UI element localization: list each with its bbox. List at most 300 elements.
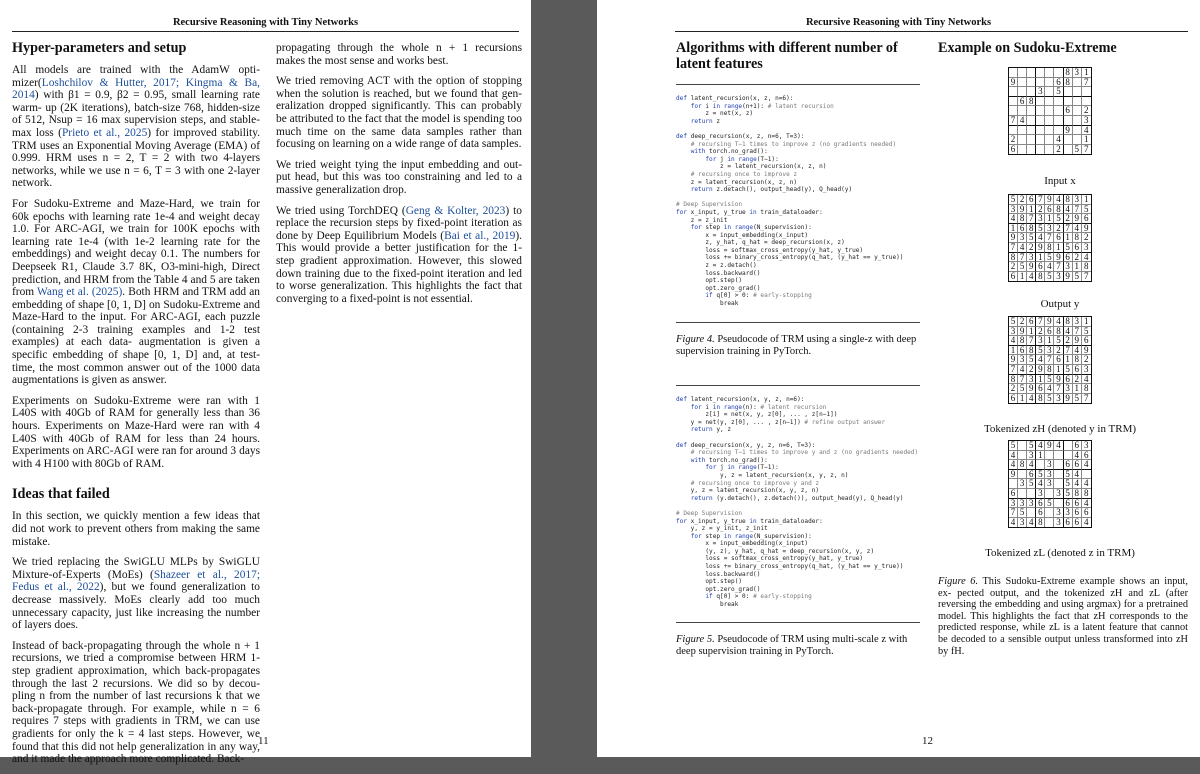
- sudoku-cell: 1: [1027, 327, 1036, 337]
- sudoku-cell: 7: [1073, 327, 1082, 337]
- sudoku-cell: [1045, 518, 1054, 528]
- sudoku-cell: 9: [1009, 78, 1018, 88]
- sudoku-cell: 2: [1018, 317, 1027, 327]
- code-line: [676, 194, 903, 202]
- sudoku-cell: 7: [1084, 270, 1089, 281]
- sudoku-cell: [1027, 135, 1036, 145]
- sudoku-cell: [1027, 126, 1036, 136]
- sudoku-cell: 1: [1054, 243, 1063, 253]
- sudoku-cell: 8: [1009, 375, 1018, 385]
- sudoku-cell: 4: [1036, 441, 1045, 451]
- algorithms-heading: Algorithms with different number of latent features: [676, 40, 898, 72]
- code-line: loss.backward(): [676, 570, 761, 578]
- code-line: for j in range(T−1):: [705, 155, 779, 163]
- code-line: z = net(x, z): [676, 110, 754, 118]
- sudoku-cell: [1027, 78, 1036, 88]
- sudoku-cell: 7: [1054, 384, 1063, 394]
- code-line: loss = softmax_cross_entropy(y_hat, y_true): [676, 246, 864, 254]
- sudoku-cell: 4: [1054, 317, 1063, 327]
- sudoku-cell: 3: [1027, 375, 1036, 385]
- sudoku-cell: 9: [1073, 214, 1082, 224]
- sudoku-cell: [1009, 97, 1018, 107]
- sudoku-cell: 1: [1027, 205, 1036, 215]
- sudoku-cell: 7: [1009, 508, 1018, 518]
- sudoku-cell: 4: [1073, 346, 1082, 356]
- sudoku-cell: 1: [1036, 253, 1045, 263]
- text-run: ) for improved stability. TRM uses an Exponential Moving Average (EMA) of 0.999. HRM uses n = 2, T = 2 with two 4-layers networks, while we use n = 6, T = 3 with one 2-layer network.: [12, 126, 261, 190]
- sudoku-cell: 1: [1018, 394, 1027, 404]
- text-run: ), but we found generalization to decrease massively. MoEs clearly add too much unnecessary capacity, just like increasing the number of layers does.: [12, 581, 260, 632]
- sudoku-cell: 2: [1073, 375, 1082, 385]
- sudoku-cell: 5: [1082, 327, 1091, 337]
- sudoku-cell: 3: [1082, 441, 1091, 451]
- page-number: 12: [922, 735, 933, 747]
- sudoku-cell: [1064, 145, 1073, 155]
- sudoku-cell: 6: [1064, 460, 1073, 470]
- sudoku-cell: 6: [1018, 224, 1027, 234]
- sudoku-cell: 8: [1027, 224, 1036, 234]
- sudoku-cell: 3: [1036, 87, 1045, 97]
- citation-link[interactable]: Bai et al., 2019: [444, 229, 516, 242]
- sudoku-cell: [1073, 116, 1082, 126]
- running-header: Recursive Reasoning with Tiny Networks: [172, 17, 359, 28]
- sudoku-cell: 4: [1009, 336, 1018, 346]
- sudoku-cell: 9: [1082, 346, 1091, 356]
- code-line: # Deep Supervision: [676, 509, 743, 517]
- code-rule: [676, 322, 920, 323]
- sudoku-cell: 8: [1018, 460, 1027, 470]
- sudoku-cell: 5: [1009, 195, 1018, 205]
- sudoku-cell: 3: [1018, 518, 1027, 528]
- code-line: for step in range(N_supervision):: [690, 224, 812, 232]
- sudoku-cell: 3: [1054, 518, 1063, 528]
- sudoku-cell: 7: [1064, 224, 1073, 234]
- sudoku-cell: 4: [1018, 243, 1027, 253]
- code-rule: [676, 622, 920, 623]
- code-line: for x_input, y_true in train_dataloader:: [676, 208, 823, 216]
- sudoku-cell: 6: [1036, 508, 1045, 518]
- sudoku-cell: 7: [1045, 233, 1054, 243]
- sudoku-cell: 2: [1027, 365, 1036, 375]
- code-line: # Deep Supervision: [676, 201, 743, 209]
- sudoku-cell: 7: [1073, 205, 1082, 215]
- text-run: Instead of back-propagating through the whole n + 1 recursions, we tried a compromise between HRM 1- step gradient approximation, which back-propagates through the last 2 recursions. We did so by decou- pling n from the number of last recursions k that we back-propagate through. For example, while n = 6 requires 7 steps with gradients in TRM, we can use gradients for only the k = 4 last steps. However, we found that this did not help generalization in any way, and it made the approach more complicated. Back-: [12, 639, 260, 766]
- sudoku-cell: 8: [1082, 384, 1091, 394]
- sudoku-cell: 6: [1054, 233, 1063, 243]
- sudoku-cell: 1: [1082, 195, 1091, 205]
- sudoku-cell: 2: [1054, 224, 1063, 234]
- paragraph: [276, 159, 522, 197]
- code-line: for step in range(N_supervision):: [690, 532, 812, 540]
- sudoku-cell: 6: [1082, 508, 1091, 518]
- sudoku-cell: [1073, 126, 1082, 136]
- sudoku-cell: 9: [1027, 262, 1036, 272]
- sudoku-cell: 7: [1018, 375, 1027, 385]
- sudoku-cell: 4: [1045, 384, 1054, 394]
- sudoku-cell: 4: [1082, 126, 1091, 136]
- paragraph: [276, 75, 522, 151]
- sudoku-cell: 8: [1036, 394, 1045, 404]
- code-line: with torch.no_grad():: [690, 148, 768, 156]
- sudoku-cell: 7: [1064, 346, 1073, 356]
- sudoku-cell: 6: [1027, 195, 1036, 205]
- text-run: ) to replace the recursion steps by fixed-point iteration as done by Deep Equilibrium Models (: [276, 204, 522, 242]
- sudoku-cell: 5: [1027, 355, 1036, 365]
- sudoku-cell: 8: [1082, 489, 1091, 499]
- sudoku-cell: [1045, 145, 1054, 155]
- sudoku-cell: [1054, 451, 1063, 461]
- code-line: z = latent_recursion(x, z, n): [676, 178, 798, 186]
- sudoku-cell: 3: [1009, 327, 1018, 337]
- sudoku-cell: 7: [1084, 392, 1089, 403]
- sudoku-cell: 3: [1027, 253, 1036, 263]
- sudoku-cell: 1: [1082, 135, 1091, 145]
- sudoku-cell: 3: [1064, 508, 1073, 518]
- sudoku-cell: [1045, 97, 1054, 107]
- sudoku-cell: [1036, 116, 1045, 126]
- sudoku-cell: 9: [1082, 224, 1091, 234]
- citation-link[interactable]: Wang et al. (2025): [37, 286, 123, 299]
- sudoku-cell: 4: [1082, 253, 1091, 263]
- sudoku-cell: 2: [1082, 233, 1091, 243]
- page-gutter: [531, 0, 597, 757]
- sudoku-cell: 1: [1036, 451, 1045, 461]
- sudoku-cell: 3: [1027, 499, 1036, 509]
- code-line: [676, 502, 918, 510]
- sudoku-cell: 8: [1073, 355, 1082, 365]
- sudoku-cell: 6: [1073, 499, 1082, 509]
- sudoku-cell: 9: [1064, 272, 1073, 282]
- sudoku-cell: 9: [1054, 375, 1063, 385]
- code-line: y, z = latent_recursion(x, y, z, n): [676, 487, 820, 495]
- sudoku-cell: 2: [1073, 253, 1082, 263]
- sudoku-cell: 9: [1036, 365, 1045, 375]
- grid-label: Tokenized zH (denoted y in TRM): [983, 423, 1137, 435]
- sudoku-cell: 3: [1054, 489, 1063, 499]
- text-run: We tried removing ACT with the option of stopping when the solution is reached, but we found that gen- eralization dropped significantly. This can probably be attributed to the fact that the model is spending too much time on the same data samples rather than focusing on learning on a wide range of data samples.: [276, 75, 522, 151]
- sudoku-cell: 3: [1073, 195, 1082, 205]
- sudoku-cell: 1: [1018, 272, 1027, 282]
- sudoku-cell: 2: [1036, 205, 1045, 215]
- sudoku-cell: 4: [1054, 195, 1063, 205]
- sudoku-cell: 3: [1073, 317, 1082, 327]
- sudoku-cell: 9: [1009, 233, 1018, 243]
- sudoku-cell: [1045, 106, 1054, 116]
- sudoku-cell: 4: [1018, 365, 1027, 375]
- code-block-single-z: [676, 95, 903, 308]
- citation-link[interactable]: Shazeer et al., 2017; Fedus et al., 2022: [12, 568, 260, 594]
- sudoku-cell: [1027, 145, 1036, 155]
- sudoku-cell: [1018, 68, 1027, 78]
- code-line: loss = softmax_cross_entropy(y_hat, y_true): [676, 555, 864, 563]
- text-run: ) with β1 = 0.9, β2 = 0.95, small learning rate warm- up (2K iterations), batch-size 768, hidden-size of 512, Nsup = 16 max supervision steps, and stable-max loss (: [12, 89, 260, 139]
- text-run: We tried using TorchDEQ (: [276, 204, 406, 217]
- code-line: for j in range(T−1):: [705, 464, 779, 472]
- figure-label: Figure 6.: [938, 576, 979, 587]
- sudoku-cell: 3: [1018, 233, 1027, 243]
- sudoku-cell: 4: [1082, 460, 1091, 470]
- code-line: return (y.detach(), z.detach()), output_head(y), Q_head(y): [690, 494, 904, 502]
- sudoku-cell: 8: [1073, 489, 1082, 499]
- code-line: if q[0] > 0: # early-stopping: [705, 593, 812, 601]
- code-line: opt.step(): [676, 578, 743, 586]
- code-line: def deep_recursion(x, z, n=6, T=3):: [676, 132, 805, 140]
- sudoku-cell: [1036, 68, 1045, 78]
- paragraph: [276, 42, 522, 67]
- sudoku-cell: 2: [1009, 135, 1018, 145]
- sudoku-cell: 6: [1064, 518, 1073, 528]
- text-run: All models are trained with the AdamW opti- mizer(: [12, 64, 260, 89]
- grid-label: Tokenized zL (denoted z in TRM): [985, 547, 1135, 559]
- figure-label: Figure 5.: [676, 634, 715, 645]
- sudoku-cell: 4: [1064, 327, 1073, 337]
- code-line: x = input_embedding(x_input): [676, 540, 809, 548]
- text-run: We tried weight tying the input embedding and out- put head, but this was too constraining and led to a massive generalization drop.: [276, 158, 522, 196]
- code-line: z = z_init: [676, 216, 728, 224]
- sudoku-cell: 4: [1027, 272, 1036, 282]
- sudoku-cell: 8: [1009, 253, 1018, 263]
- sudoku-cell: 7: [1018, 253, 1027, 263]
- sudoku-cell: [1045, 68, 1054, 78]
- sudoku-cell: 8: [1064, 78, 1073, 88]
- code-line: y = net(y, z[0], ... , z[n−1]) # refine output answer: [676, 418, 886, 426]
- sudoku-cell: 5: [1027, 479, 1036, 489]
- grid-label: Output y: [1040, 298, 1080, 310]
- code-line: for x_input, y_true in train_dataloader:: [676, 517, 823, 525]
- sudoku-cell: 3: [1036, 214, 1045, 224]
- code-line: return z.detach(), output_head(y), Q_head(y): [690, 186, 853, 194]
- sudoku-cell: 6: [1073, 243, 1082, 253]
- sudoku-cell: 1: [1064, 233, 1073, 243]
- code-line: x = input_embedding(x_input): [676, 231, 809, 239]
- sudoku-cell: 3: [1073, 68, 1082, 78]
- sudoku-cell: [1045, 508, 1054, 518]
- text-run: For Sudoku-Extreme and Maze-Hard, we train for 60k epochs with learning rate 1e-4 and weight decay 1.0. For ARC-AGI, we train for 100K epochs with learning rate 1e-4 (with 1e-2 learning rate for the embeddings) and weight decay 0.1. The numbers for Deepseek R1, Claude 3.7 8K, O3-mini-high, Direct prediction, and HRM from the Table 4 and 5 are taken from: [12, 197, 260, 299]
- header-rule: [675, 31, 1188, 32]
- code-rule: [676, 84, 920, 85]
- code-line: # recursing T−1 times to improve y and z (no gradients needed): [690, 449, 919, 457]
- code-block-multi-z: [676, 396, 918, 609]
- sudoku-cell: 3: [1045, 346, 1054, 356]
- sudoku-cell: 5: [1082, 205, 1091, 215]
- code-line: (y, z), y_hat, q_hat = deep_recursion(x, y, z): [676, 547, 875, 555]
- sudoku-cell: 5: [1064, 470, 1073, 480]
- sudoku-cell: 3: [1018, 499, 1027, 509]
- text-run: . Both HRM and TRM add an embedding of shape [0, 1, D] on Sudoku-Extreme and Maze-Hard to the input. For ARC-AGI, each puzzle (containing 2-3 training examples and 1-2 test examples) at each data- augmentation is given a specific embedding of shape [0, 1, D] and, at test-time, the most common answer out of the 1000 data augmentations is given as answer.: [12, 286, 260, 387]
- sudoku-cell: 6: [1054, 78, 1063, 88]
- sudoku-cell: 8: [1018, 214, 1027, 224]
- sudoku-cell: 9: [1054, 253, 1063, 263]
- code-line: [676, 125, 903, 133]
- sudoku-cell: 8: [1054, 327, 1063, 337]
- sudoku-cell: 1: [1009, 224, 1018, 234]
- sudoku-cell: 3: [1045, 470, 1054, 480]
- sudoku-cell: 8: [1073, 233, 1082, 243]
- caption-text: Pseudocode of TRM using multi-scale z with deep supervision training in PyTorch.: [676, 634, 908, 657]
- sudoku-cell: 4: [1064, 205, 1073, 215]
- sudoku-cell: 5: [1054, 214, 1063, 224]
- sudoku-cell: 4: [1018, 116, 1027, 126]
- code-rule: [676, 385, 920, 386]
- sudoku-cell: [1045, 78, 1054, 88]
- sudoku-cell: [1027, 116, 1036, 126]
- sudoku-cell: 2: [1027, 243, 1036, 253]
- sudoku-cell: 6: [1009, 272, 1018, 282]
- sudoku-cell: 5: [1045, 253, 1054, 263]
- sudoku-cell: [1054, 97, 1063, 107]
- sudoku-cell: [1009, 87, 1018, 97]
- section-heading: Hyper-parameters and setup: [12, 40, 187, 56]
- sudoku-cell: 2: [1054, 145, 1063, 155]
- sudoku-cell: 6: [1045, 327, 1054, 337]
- sudoku-cell: 6: [1064, 375, 1073, 385]
- sudoku-cell: 2: [1036, 327, 1045, 337]
- sudoku-cell: 3: [1036, 489, 1045, 499]
- sudoku-cell: 1: [1054, 365, 1063, 375]
- figure-label: Figure 4.: [676, 334, 715, 345]
- sudoku-cell: 8: [1045, 365, 1054, 375]
- sudoku-cell: 3: [1064, 384, 1073, 394]
- sudoku-cell: 5: [1018, 508, 1027, 518]
- figure-4-caption: [676, 334, 922, 358]
- sudoku-cell: 9: [1073, 336, 1082, 346]
- code-line: for i in range(n): # latent recursion: [690, 403, 827, 411]
- sudoku-cell: [1018, 145, 1027, 155]
- sudoku-cell: 5: [1018, 262, 1027, 272]
- citation-link[interactable]: Prieto et al., 2025: [61, 126, 148, 139]
- sudoku-cell: [1036, 106, 1045, 116]
- sudoku-cell: 7: [1036, 195, 1045, 205]
- sudoku-cell: 5: [1064, 243, 1073, 253]
- right-column: [276, 42, 522, 313]
- sudoku-cell: 1: [1045, 336, 1054, 346]
- sudoku-cell: 3: [1054, 394, 1063, 404]
- paragraph: [12, 510, 260, 548]
- sudoku-cell: 6: [1018, 346, 1027, 356]
- sudoku-cell: 8: [1027, 97, 1036, 107]
- sudoku-cell: 3: [1045, 479, 1054, 489]
- code-line: # recursing T−1 times to improve z (no gradients needed): [690, 140, 897, 148]
- sudoku-cell: 5: [1027, 233, 1036, 243]
- sudoku-cell: 1: [1082, 68, 1091, 78]
- sudoku-cell: 2: [1082, 355, 1091, 365]
- sudoku-cell: 6: [1064, 253, 1073, 263]
- sudoku-cell: 6: [1073, 518, 1082, 528]
- sudoku-cell: 4: [1009, 460, 1018, 470]
- sudoku-cell: 6: [1073, 508, 1082, 518]
- sudoku-cell: [1045, 126, 1054, 136]
- sudoku-cell: 6: [1027, 317, 1036, 327]
- sudoku-cell: 7: [1082, 78, 1091, 88]
- sudoku-cell: [1045, 116, 1054, 126]
- paragraph: [12, 64, 260, 190]
- sudoku-cell: 5: [1064, 479, 1073, 489]
- sudoku-cell: 9: [1045, 441, 1054, 451]
- sudoku-cell: 7: [1084, 143, 1089, 154]
- sudoku-cell: 6: [1009, 489, 1018, 499]
- code-line: y, z = y_init, z_init: [676, 525, 768, 533]
- text-run: ). This would provide a better justification for the 1-step gradient approximation. However, this slowed down training due to the fixed-point iteration and led to worse generalization. This highlights the fact that converging to a fixed-point is not essential.: [276, 229, 522, 305]
- sudoku-cell: 4: [1036, 355, 1045, 365]
- sudoku-cell: [1027, 106, 1036, 116]
- sudoku-cell: 4: [1054, 135, 1063, 145]
- code-line: opt.step(): [676, 277, 743, 285]
- sudoku-cell: 3: [1064, 262, 1073, 272]
- sudoku-cell: 6: [1036, 499, 1045, 509]
- sudoku-cell: 5: [1027, 441, 1036, 451]
- text-run: In this section, we quickly mention a few ideas that did not work to prevent others from making the same mistake.: [12, 510, 260, 548]
- code-line: return z: [690, 117, 721, 125]
- paragraph: [12, 198, 260, 387]
- sudoku-cell: 9: [1018, 327, 1027, 337]
- text-run: propagating through the whole n + 1 recursions makes the most sense and works best.: [276, 42, 522, 67]
- sudoku-cell: 7: [1036, 317, 1045, 327]
- sudoku-cell: [1064, 135, 1073, 145]
- sudoku-cell: 8: [1082, 262, 1091, 272]
- sudoku-cell: 5: [1054, 336, 1063, 346]
- sudoku-cell: 5: [1045, 499, 1054, 509]
- sudoku-cell: [1073, 78, 1082, 88]
- paragraph: [12, 556, 260, 632]
- code-line: # recursing once to improve y and z: [690, 479, 820, 487]
- sudoku-cell: 3: [1036, 336, 1045, 346]
- caption-text: Pseudocode of TRM using a single-z with deep supervision training in PyTorch.: [676, 334, 917, 357]
- sudoku-cell: 3: [1054, 272, 1063, 282]
- sudoku-cell: 5: [1036, 224, 1045, 234]
- sudoku-cell: 3: [1045, 224, 1054, 234]
- code-line: break: [676, 601, 739, 609]
- sudoku-cell: 8: [1036, 272, 1045, 282]
- sudoku-cell: [1073, 97, 1082, 107]
- sudoku-cell: 5: [1045, 375, 1054, 385]
- sudoku-cell: 7: [1027, 214, 1036, 224]
- sudoku-cell: 6: [1064, 106, 1073, 116]
- citation-link[interactable]: Geng & Kolter, 2023: [405, 204, 506, 217]
- running-header: Recursive Reasoning with Tiny Networks: [805, 17, 992, 28]
- sudoku-cell: [1027, 68, 1036, 78]
- sudoku-cell: 6: [1036, 262, 1045, 272]
- sudoku-cell: 4: [1027, 394, 1036, 404]
- sudoku-cell: 4: [1073, 224, 1082, 234]
- sudoku-cell: 6: [1073, 365, 1082, 375]
- sudoku-cell: [1018, 441, 1027, 451]
- sudoku-cell: 2: [1018, 195, 1027, 205]
- sudoku-cell: 3: [1054, 508, 1063, 518]
- sudoku-cell: [1018, 135, 1027, 145]
- sudoku-cell: 4: [1082, 375, 1091, 385]
- figure-6-caption: [938, 576, 1188, 657]
- sudoku-heading: Example on Sudoku-Extreme: [938, 40, 1117, 56]
- sudoku-cell: 9: [1045, 195, 1054, 205]
- sudoku-grid-output: [1008, 194, 1092, 282]
- sudoku-cell: 4: [1073, 479, 1082, 489]
- sudoku-cell: 3: [1018, 479, 1027, 489]
- sudoku-cell: 5: [1036, 470, 1045, 480]
- sudoku-grid-zl: [1008, 440, 1092, 528]
- code-line: def latent_recursion(x, y, z, n=6):: [676, 396, 805, 403]
- citation-link[interactable]: Loshchilov & Hutter, 2017; Kingma & Ba, 2014: [12, 76, 260, 102]
- sudoku-cell: 4: [1082, 479, 1091, 489]
- sudoku-cell: 7: [1045, 355, 1054, 365]
- sudoku-cell: 4: [1009, 214, 1018, 224]
- code-line: loss += binary_cross_entropy(q_hat, (y_hat == y_true)): [676, 563, 904, 571]
- code-line: # recursing once to improve z: [690, 170, 798, 178]
- sudoku-cell: 4: [1082, 499, 1091, 509]
- code-line: z = latent_recursion(x, z, n): [676, 163, 827, 171]
- sudoku-cell: [1054, 470, 1063, 480]
- sudoku-cell: 5: [1009, 441, 1018, 451]
- sudoku-cell: 3: [1082, 116, 1091, 126]
